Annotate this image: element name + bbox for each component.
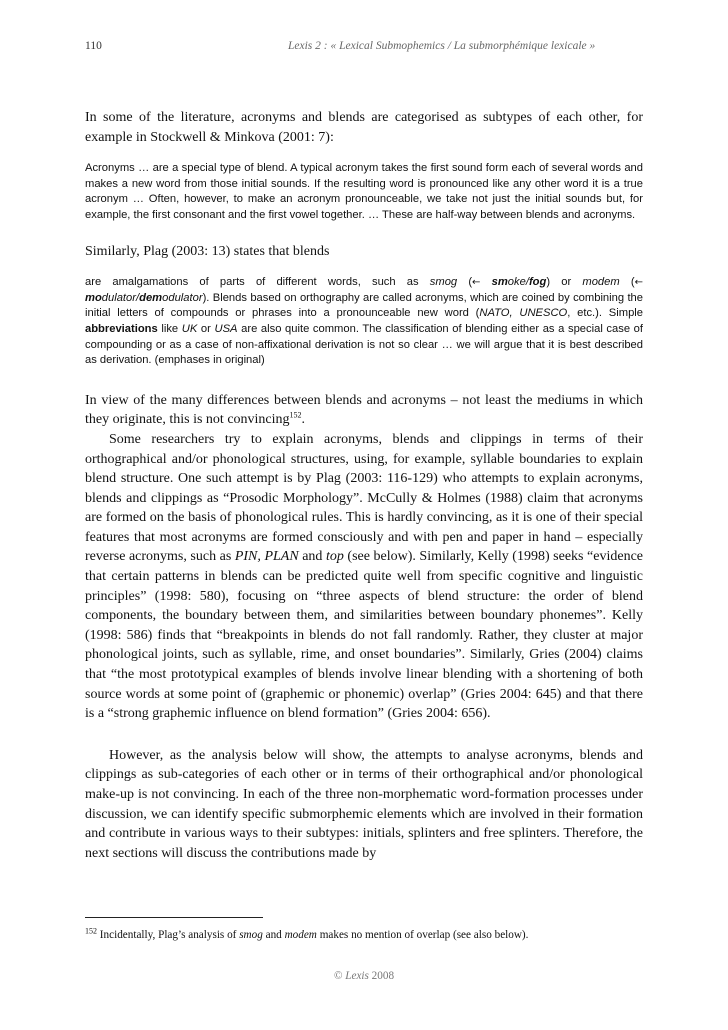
- page-number: 110: [85, 40, 102, 52]
- fn-text: Incidentally, Plag’s analysis of: [97, 929, 240, 941]
- q-nato: NATO, UNESCO: [479, 307, 568, 320]
- example-pin-plan: PIN, PLAN: [234, 549, 299, 565]
- q-modem: modem: [582, 276, 620, 289]
- page-footer: [0, 970, 728, 982]
- q-text: (: [619, 276, 635, 289]
- page-header: [0, 40, 728, 58]
- q-text: like: [157, 322, 182, 335]
- q-mo: mo: [85, 291, 102, 304]
- paragraph-4: [85, 430, 643, 724]
- p4-and: and: [298, 549, 326, 565]
- paragraph-2: Similarly, Plag (2003: 13) states that blends: [85, 243, 330, 259]
- q-odulator: odulator: [162, 291, 203, 304]
- q-dem: dem: [139, 291, 163, 304]
- q-text: ) or: [546, 276, 583, 289]
- p4-text: Some researchers try to explain acronyms, blends and clippings in terms of their orthographical and/or phonological structures, using, for example, syllable boundaries to explain blend structure. One such attempt is by Plag (2003: 116-129) who attempts to explain acronyms, blends and clippings as “Prosodic Morphology”. McCully & Holmes (1988) claim that acronyms are formed on the basis of phonological rules. This is hardly convincing, as it is one of their special features that most acronyms are formed consciously and with pen and paper in hand – especially reverse acronyms, such as: [85, 431, 643, 565]
- q-uk: UK: [181, 322, 198, 335]
- fn-text: makes no mention of overlap (see also below).: [316, 929, 529, 941]
- quote-plag: [85, 275, 643, 369]
- running-title: [288, 40, 595, 52]
- q-dulator: dulator/: [101, 291, 140, 304]
- footnote-number: 152: [85, 926, 97, 936]
- main-text: [85, 108, 643, 863]
- q-text: ). Blends based on orthography are called acronyms, which are coined by combining the initial letters of compounds or phrases into a pronounceable new word (: [85, 291, 643, 320]
- example-top: top: [325, 549, 344, 565]
- p4-see: (see below).: [343, 549, 416, 565]
- footer-lexis: Lexis: [345, 970, 369, 982]
- footnote: [85, 928, 643, 942]
- fn-text: and: [262, 929, 285, 941]
- left-arrow-icon: ←: [634, 277, 643, 289]
- p3-text: In view of the many differences between blends and acronyms – not least the mediums in which they originate, this is not convincing: [85, 392, 643, 428]
- paragraph-5: However, as the analysis below will show, the attempts to analyse acronyms, blends and clippings as sub-categories of each other or in terms of their orthographical and/or phonological make-up is not convincing. In each of the three non-morphematic word-formation processes under discussion, we can identify specific submorphemic elements which are involved in their formation and contribute in various ways to their subtypes: initials, splinters and free splinters. Therefore, the next sections will discuss the contributions made by: [85, 747, 643, 861]
- p3-dot: .: [301, 412, 306, 428]
- quote-stockwell: Acronyms … are a special type of blend. A typical acronym takes the first sound form each of several words and makes a new word from those initial sounds. If the resulting word is pronounced like any other word it is a true acronym … Often, however, to make an acronym pronounceable, we take not just the initial sounds but, for example, the first consonant and the first vowel together. … These are half-way between blends and acronyms.: [85, 162, 643, 221]
- paragraph-3: [85, 391, 643, 430]
- fn-smog: smog: [239, 929, 263, 941]
- q-sm: sm: [491, 276, 508, 289]
- running-title-text: Lexis 2 : « Lexical Submophemics / La submorphémique lexicale »: [288, 40, 596, 52]
- q-oke: oke/: [507, 276, 529, 289]
- q-abbrev: abbreviations: [85, 322, 158, 335]
- q-usa: USA: [214, 322, 238, 335]
- q-text: , etc.). Simple: [567, 307, 643, 320]
- q-text: (: [457, 276, 473, 289]
- footnote-ref[interactable]: 152: [289, 410, 302, 420]
- q-text: are amalgamations of parts of different words, such as: [85, 276, 430, 289]
- q-smog: smog: [429, 276, 458, 289]
- p4-text-2: Similarly, Kelly (1998) seeks “evidence that certain patterns in blends can be predicted quite well from specific cognitive and linguistic principles” (1998: 580), focusing on “three aspects of blend structure: the order of blend components, the boundary between them, and similarities between boundary phonemes”. Kelly (1998: 586) finds that “breakpoints in blends do not fall randomly. Rather, they cluster at major phonological joints, such as syllable, rime, and onset boundaries”. Similarly, Gries (2004) claims that “the most prototypical examples of blends involve linear blending with a shortening of both source words at some point of (graphemic or phonemic) overlap” (Gries 2004: 645) and that there is a “strong graphemic influence on blend formation” (Gries 2004: 656).: [85, 549, 644, 722]
- q-text: are also quite common. The classification of blending either as a special case of compounding or as a case of non-affixational derivation is not so clear … we will argue that it is best described as derivation. (emphases in original): [85, 322, 643, 367]
- copyright-sign: ©: [333, 970, 346, 982]
- q-fog: fog: [528, 276, 547, 289]
- q-text: or: [197, 322, 215, 335]
- footnote-rule: [85, 917, 263, 918]
- left-arrow-icon: ←: [472, 277, 481, 289]
- footer-year: 2008: [368, 970, 395, 982]
- paragraph-1: In some of the literature, acronyms and blends are categorised as subtypes of each other, for example in Stockwell & Minkova (2001: 7):: [85, 110, 643, 145]
- fn-modem: modem: [284, 929, 317, 941]
